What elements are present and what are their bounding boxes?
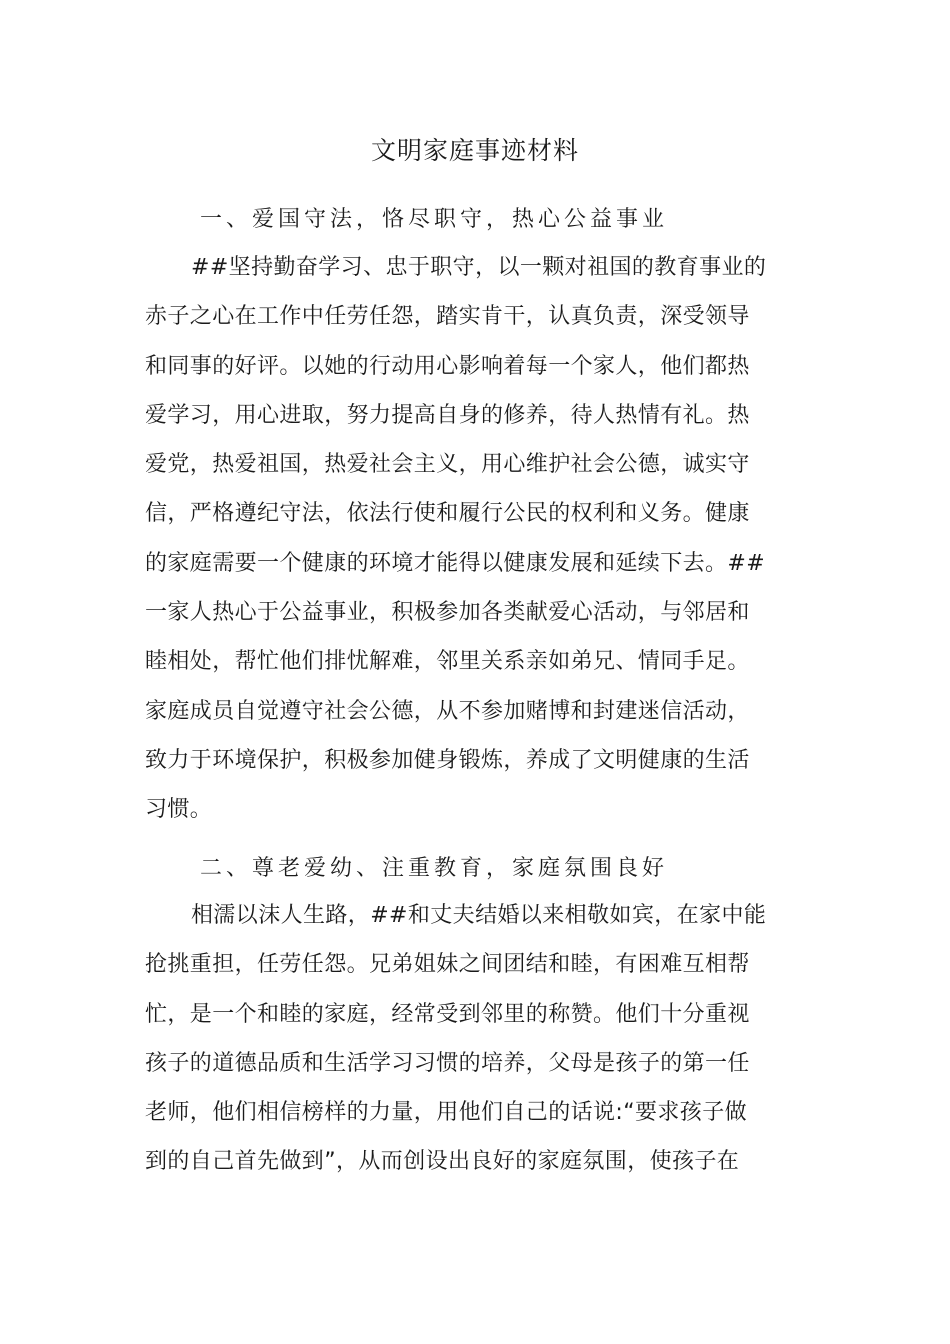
document-title: 文明家庭事迹材料 xyxy=(370,136,579,165)
paragraph-line: 老师，他们相信榜样的力量，用他们自己的话说:“要求孩子做 xyxy=(145,1100,748,1126)
paragraph-line: 相濡以沫人生路，##和丈夫结婚以来相敬如宾，在家中能 xyxy=(191,903,767,928)
section-2-heading: 二、尊老爱幼、注重教育，家庭氛围良好 xyxy=(200,856,669,881)
paragraph-line: 信，严格遵纪守法，依法行使和履行公民的权利和义务。健康 xyxy=(145,501,750,527)
section-2-paragraph xyxy=(145,891,810,1187)
paragraph-line: 家庭成员自觉遵守社会公德，从不参加赌博和封建迷信活动， xyxy=(145,698,750,724)
paragraph-line: 和同事的好评。以她的行动用心影响着每一个家人，他们都热 xyxy=(145,353,750,379)
paragraph-line: 到的自己首先做到”，从而创设出良好的家庭氛围，使孩子在 xyxy=(145,1149,740,1175)
paragraph-line: 一家人热心于公益事业，积极参加各类献爱心活动，与邻居和 xyxy=(145,600,750,626)
paragraph-line: 孩子的道德品质和生活学习习惯的培养，父母是孩子的第一任 xyxy=(145,1050,750,1076)
section-1-paragraph xyxy=(145,243,810,835)
paragraph-line: 致力于环境保护，积极参加健身锻炼，养成了文明健康的生活 xyxy=(145,747,750,773)
paragraph-line: ##坚持勤奋学习、忠于职守，以一颗对祖国的教育事业的 xyxy=(191,255,767,280)
section-1-heading: 一、爱国守法，恪尽职守，热心公益事业 xyxy=(200,207,669,232)
paragraph-line: 爱党，热爱祖国，热爱社会主义，用心维护社会公德，诚实守 xyxy=(145,452,750,478)
paragraph-line: 睦相处，帮忙他们排忧解难，邻里关系亲如弟兄、情同手足。 xyxy=(145,649,750,675)
paragraph-line: 赤子之心在工作中任劳任怨，踏实肯干，认真负责，深受领导 xyxy=(145,304,750,330)
paragraph-line: 抢挑重担，任劳任怨。兄弟姐妹之间团结和睦，有困难互相帮 xyxy=(145,952,750,978)
paragraph-line: 爱学习，用心进取，努力提高自身的修养，待人热情有礼。热 xyxy=(145,402,750,428)
paragraph-line: 的家庭需要一个健康的环境才能得以健康发展和延续下去。## xyxy=(145,550,766,576)
paragraph-line: 忙，是一个和睦的家庭，经常受到邻里的称赞。他们十分重视 xyxy=(145,1001,750,1027)
paragraph-line: 习惯。 xyxy=(145,797,213,823)
